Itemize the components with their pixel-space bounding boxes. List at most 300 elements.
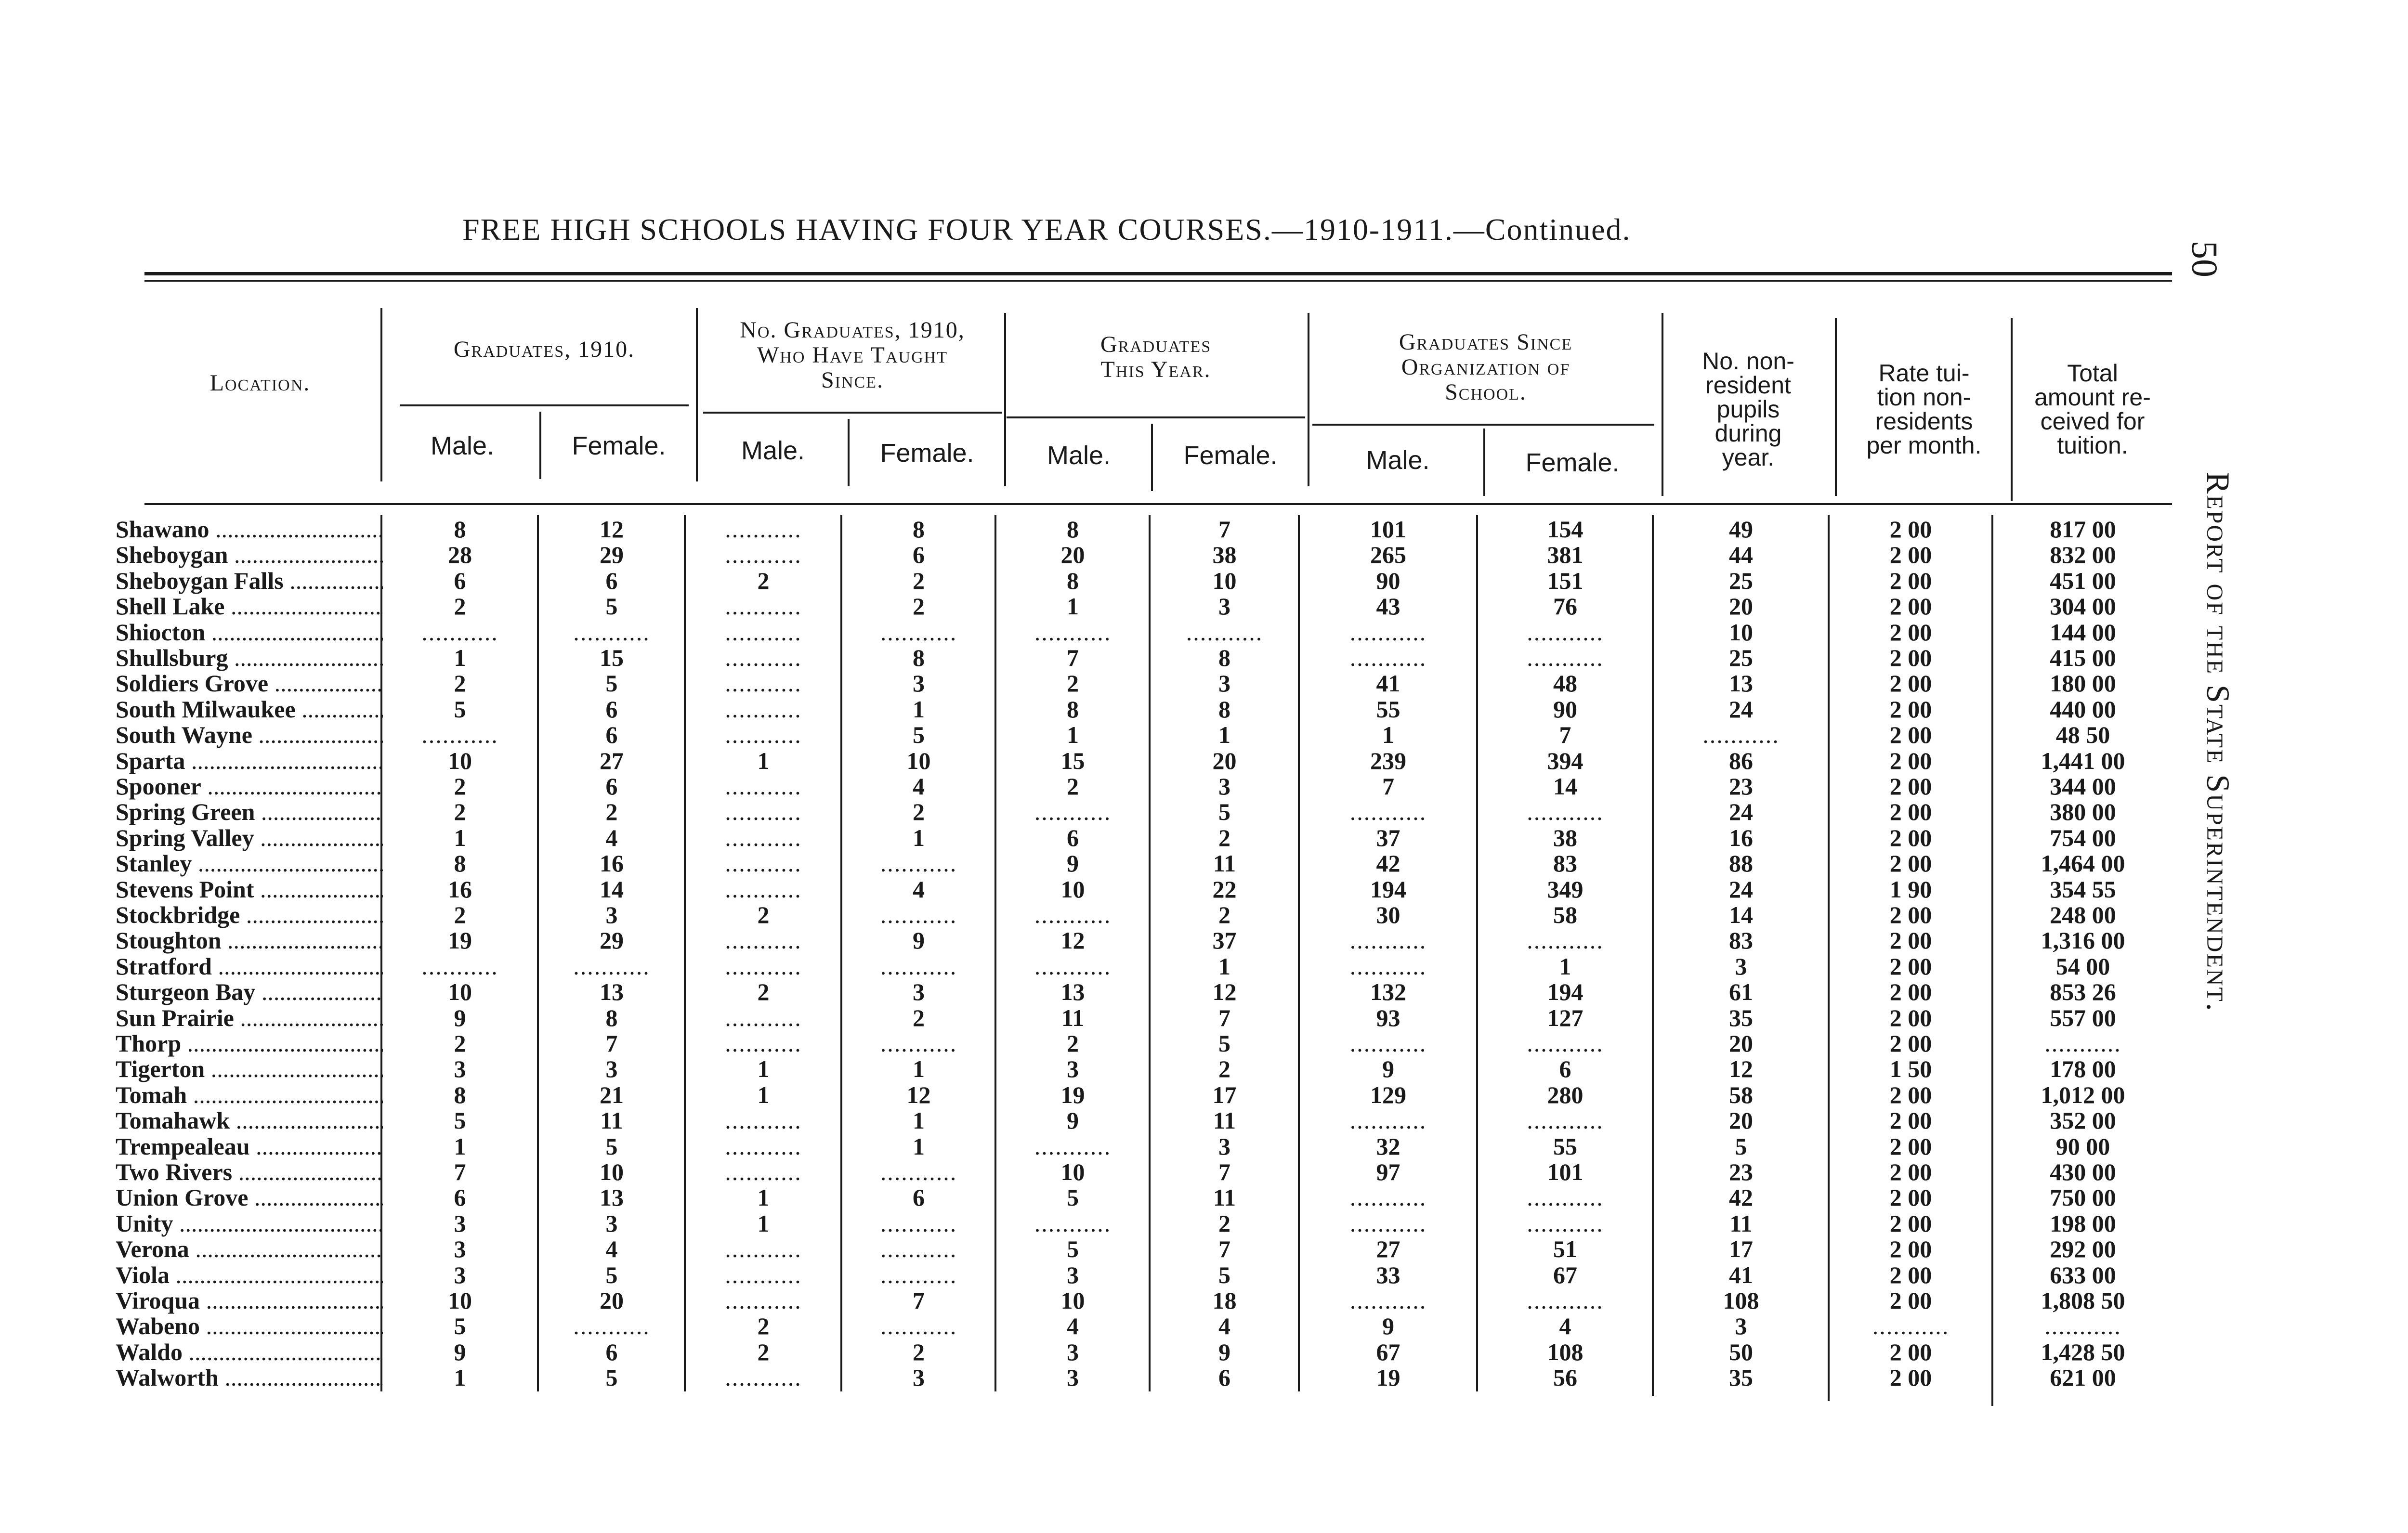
cell-o-m: 101 bbox=[1370, 516, 1406, 543]
cell-y-f: 2 bbox=[1218, 824, 1230, 851]
cell-t-m: ........... bbox=[725, 798, 802, 826]
header-total-4: tuition. bbox=[2057, 432, 2128, 459]
cell-t-f: 3 bbox=[913, 978, 925, 1006]
cell-o-f: 127 bbox=[1547, 1004, 1584, 1031]
cell-y-m: 2 bbox=[1067, 670, 1079, 697]
table-row bbox=[0, 1183, 2408, 1209]
cell-g-m: 8 bbox=[454, 516, 466, 543]
cell-nr: 11 bbox=[1729, 1209, 1753, 1237]
cell-o-f: ........... bbox=[1527, 644, 1604, 671]
divider-graduates bbox=[696, 308, 698, 481]
cell-o-m: 33 bbox=[1376, 1261, 1400, 1288]
cell-g-f: 12 bbox=[600, 516, 624, 543]
divider-sinceorg bbox=[1662, 313, 1663, 496]
cell-total: 144 00 bbox=[2050, 618, 2116, 646]
location-name: Shullsburg ..... bbox=[116, 644, 383, 672]
cell-rate: 2 00 bbox=[1889, 593, 1932, 620]
cell-o-m: 265 bbox=[1370, 541, 1406, 569]
cell-o-f: 101 bbox=[1547, 1158, 1584, 1185]
cell-t-m: 2 bbox=[757, 1312, 770, 1340]
cell-y-f: 6 bbox=[1218, 1364, 1230, 1391]
cell-y-f: 8 bbox=[1218, 644, 1230, 671]
cell-y-m: 9 bbox=[1067, 1107, 1079, 1134]
cell-g-f: 5 bbox=[605, 1364, 618, 1391]
cell-nr: ........... bbox=[1702, 721, 1780, 749]
cell-g-f: 5 bbox=[605, 1132, 618, 1160]
cell-y-f: 3 bbox=[1218, 670, 1230, 697]
cell-t-m: ........... bbox=[725, 670, 802, 697]
cell-t-f: 2 bbox=[913, 1004, 925, 1031]
cell-total: 1,464 00 bbox=[2041, 850, 2125, 877]
cell-g-m: 19 bbox=[448, 927, 472, 954]
cell-t-m: ........... bbox=[725, 850, 802, 877]
cell-y-m: 13 bbox=[1060, 978, 1085, 1006]
cell-o-f: ........... bbox=[1527, 1209, 1604, 1237]
cell-y-m: 10 bbox=[1060, 1158, 1085, 1185]
cell-t-f: ........... bbox=[880, 1261, 957, 1288]
cell-g-m: 6 bbox=[454, 567, 466, 594]
location-name: Union Grove ..... bbox=[116, 1183, 383, 1211]
cell-g-f: 21 bbox=[600, 1081, 624, 1108]
cell-o-m: ........... bbox=[1349, 1287, 1427, 1314]
cell-g-f: 6 bbox=[605, 1338, 618, 1365]
cell-t-m: ........... bbox=[725, 516, 802, 543]
running-head: Report of the State Superintendent. bbox=[2200, 472, 2237, 1013]
location-name: Spooner ..... bbox=[116, 772, 383, 800]
cell-nr: 3 bbox=[1735, 1312, 1747, 1340]
mf-divider-2 bbox=[848, 419, 850, 486]
cell-g-m: ........... bbox=[421, 952, 498, 980]
cell-rate: 2 00 bbox=[1889, 747, 1932, 774]
cell-g-m: ........... bbox=[421, 721, 498, 749]
table-row bbox=[0, 1132, 2408, 1158]
cell-o-m: ........... bbox=[1349, 644, 1427, 671]
cell-total: 633 00 bbox=[2050, 1261, 2116, 1288]
cell-t-m: 2 bbox=[757, 901, 770, 928]
cell-g-m: 10 bbox=[448, 978, 472, 1006]
cell-t-m: ........... bbox=[725, 1030, 802, 1057]
cell-g-f: 4 bbox=[605, 1235, 618, 1263]
cell-y-m: 7 bbox=[1067, 644, 1079, 671]
cell-rate: 1 50 bbox=[1889, 1055, 1932, 1083]
cell-rate: 2 00 bbox=[1889, 1209, 1932, 1237]
cell-o-m: 43 bbox=[1376, 593, 1400, 620]
cell-nr: 23 bbox=[1729, 1158, 1753, 1185]
cell-t-f: ........... bbox=[880, 952, 957, 980]
location-name: Viroqua ..... bbox=[116, 1286, 383, 1314]
cell-nr: 16 bbox=[1729, 824, 1753, 851]
cell-nr: 20 bbox=[1729, 1030, 1753, 1057]
cell-nr: 12 bbox=[1729, 1055, 1753, 1083]
cell-total: 178 00 bbox=[2050, 1055, 2116, 1083]
cell-o-f: 1 bbox=[1559, 952, 1571, 980]
cell-t-m: ........... bbox=[725, 644, 802, 671]
cell-g-m: 8 bbox=[454, 850, 466, 877]
cell-y-f: 2 bbox=[1218, 1055, 1230, 1083]
cell-nr: 20 bbox=[1729, 593, 1753, 620]
table-row bbox=[0, 849, 2408, 875]
cell-nr: 50 bbox=[1729, 1338, 1753, 1365]
location-name: Verona ..... bbox=[116, 1235, 383, 1263]
cell-t-f: 3 bbox=[913, 670, 925, 697]
cell-total: 248 00 bbox=[2050, 901, 2116, 928]
cell-t-m: ........... bbox=[725, 1158, 802, 1185]
cell-o-f: 108 bbox=[1547, 1338, 1584, 1365]
cell-nr: 42 bbox=[1729, 1184, 1753, 1211]
cell-t-m: ........... bbox=[725, 541, 802, 569]
cell-o-m: 97 bbox=[1376, 1158, 1400, 1185]
cell-o-f: 349 bbox=[1547, 875, 1584, 903]
cell-y-m: ........... bbox=[1034, 1132, 1112, 1160]
location-name: Sturgeon Bay ..... bbox=[116, 978, 383, 1006]
cell-total: 180 00 bbox=[2050, 670, 2116, 697]
cell-o-m: ........... bbox=[1349, 1107, 1427, 1134]
cell-y-f: 3 bbox=[1218, 593, 1230, 620]
cell-y-m: 10 bbox=[1060, 875, 1085, 903]
cell-t-m: ........... bbox=[725, 875, 802, 903]
table-row bbox=[0, 1158, 2408, 1183]
cell-o-f: 194 bbox=[1547, 978, 1584, 1006]
cell-o-f: ........... bbox=[1527, 1287, 1604, 1314]
header-taught-2: Who Have Taught bbox=[757, 342, 948, 368]
cell-t-f: 2 bbox=[913, 1338, 925, 1365]
cell-rate: 2 00 bbox=[1889, 670, 1932, 697]
cell-g-f: 4 bbox=[605, 824, 618, 851]
cell-o-f: 58 bbox=[1553, 901, 1577, 928]
cell-g-f: 15 bbox=[600, 644, 624, 671]
cell-g-f: 5 bbox=[605, 1261, 618, 1288]
cell-t-m: ........... bbox=[725, 1107, 802, 1134]
cell-rate: 2 00 bbox=[1889, 1364, 1932, 1391]
cell-nr: 25 bbox=[1729, 644, 1753, 671]
cell-t-f: 1 bbox=[913, 1055, 925, 1083]
header-graduates-1910: Graduates, 1910. bbox=[453, 337, 635, 362]
cell-total: 380 00 bbox=[2050, 798, 2116, 826]
cell-t-f: 1 bbox=[913, 1132, 925, 1160]
table-row bbox=[0, 721, 2408, 749]
cell-rate: 2 00 bbox=[1889, 773, 1932, 800]
cell-total: 1,428 50 bbox=[2041, 1338, 2125, 1365]
divider-nonres bbox=[1835, 318, 1837, 496]
cell-g-f: 5 bbox=[605, 670, 618, 697]
cell-t-f: 6 bbox=[913, 1184, 925, 1211]
table-row bbox=[0, 772, 2408, 798]
cell-total: 621 00 bbox=[2050, 1364, 2116, 1391]
location-name: Thorp ..... bbox=[116, 1029, 383, 1057]
cell-t-m: 1 bbox=[757, 747, 770, 774]
cell-t-f: 1 bbox=[913, 1107, 925, 1134]
cell-rate: 2 00 bbox=[1889, 567, 1932, 594]
table-row bbox=[0, 747, 2408, 772]
subhead-org-female: Female. bbox=[1525, 448, 1620, 477]
cell-total: 344 00 bbox=[2050, 773, 2116, 800]
cell-y-m: 19 bbox=[1060, 1081, 1085, 1108]
cell-rate: 2 00 bbox=[1889, 1030, 1932, 1057]
cell-o-f: 56 bbox=[1553, 1364, 1577, 1391]
subhead-org-male: Male. bbox=[1366, 446, 1430, 475]
cell-y-m: 2 bbox=[1067, 1030, 1079, 1057]
cell-total: 754 00 bbox=[2050, 824, 2116, 851]
cell-t-m: 2 bbox=[757, 1338, 770, 1365]
cell-t-f: 2 bbox=[913, 798, 925, 826]
page-number: 50 bbox=[2184, 241, 2225, 277]
cell-total: 1,012 00 bbox=[2041, 1081, 2125, 1108]
cell-o-f: 76 bbox=[1553, 593, 1577, 620]
cell-t-f: 4 bbox=[913, 773, 925, 800]
cell-g-f: 6 bbox=[605, 773, 618, 800]
cell-g-f: 13 bbox=[600, 978, 624, 1006]
cell-y-m: 1 bbox=[1067, 593, 1079, 620]
cell-o-f: ........... bbox=[1527, 798, 1604, 826]
cell-rate: 2 00 bbox=[1889, 978, 1932, 1006]
cell-t-m: 1 bbox=[757, 1055, 770, 1083]
cell-t-m: ........... bbox=[725, 952, 802, 980]
cell-o-f: 4 bbox=[1559, 1312, 1571, 1340]
location-name: South Wayne ..... bbox=[116, 721, 383, 749]
cell-total: 1,441 00 bbox=[2041, 747, 2125, 774]
cell-o-m: 129 bbox=[1370, 1081, 1406, 1108]
cell-g-f: 11 bbox=[600, 1107, 623, 1134]
subhead-line-taught bbox=[703, 412, 1002, 414]
cell-g-f: 13 bbox=[600, 1184, 624, 1211]
top-rule-thin bbox=[144, 280, 2172, 282]
cell-rate: ........... bbox=[1872, 1312, 1950, 1340]
cell-o-f: 83 bbox=[1553, 850, 1577, 877]
location-name: Walworth ..... bbox=[116, 1364, 383, 1391]
header-sinceorg-3: School. bbox=[1445, 379, 1527, 405]
page-title: FREE HIGH SCHOOLS HAVING FOUR YEAR COURSES.—1910-1911.—Continued. bbox=[462, 212, 1631, 247]
cell-rate: 2 00 bbox=[1889, 901, 1932, 928]
location-name: Shiocton ..... bbox=[116, 618, 383, 646]
cell-y-m: 5 bbox=[1067, 1235, 1079, 1263]
cell-y-m: 3 bbox=[1067, 1261, 1079, 1288]
cell-rate: 2 00 bbox=[1889, 1338, 1932, 1365]
location-name: Stratford ..... bbox=[116, 952, 383, 980]
cell-total: 54 00 bbox=[2055, 952, 2110, 980]
cell-rate: 2 00 bbox=[1889, 721, 1932, 749]
cell-y-m: ........... bbox=[1034, 798, 1112, 826]
cell-t-m: ........... bbox=[725, 1235, 802, 1263]
cell-nr: 88 bbox=[1729, 850, 1753, 877]
cell-o-f: 67 bbox=[1553, 1261, 1577, 1288]
cell-g-m: 2 bbox=[454, 593, 466, 620]
cell-g-f: 29 bbox=[600, 541, 624, 569]
cell-nr: 10 bbox=[1729, 618, 1753, 646]
cell-g-f: 3 bbox=[605, 1209, 618, 1237]
cell-g-m: 3 bbox=[454, 1235, 466, 1263]
cell-y-f: 37 bbox=[1212, 927, 1237, 954]
cell-total: 198 00 bbox=[2050, 1209, 2116, 1237]
subhead-taught-male: Male. bbox=[741, 436, 805, 465]
cell-nr: 5 bbox=[1735, 1132, 1747, 1160]
cell-t-f: ........... bbox=[880, 1312, 957, 1340]
header-rate-2: tion non- bbox=[1877, 384, 1971, 411]
cell-t-f: 1 bbox=[913, 695, 925, 723]
cell-total: 750 00 bbox=[2050, 1184, 2116, 1211]
divider-taught bbox=[1004, 313, 1006, 486]
cell-o-m: ........... bbox=[1349, 952, 1427, 980]
cell-t-m: ........... bbox=[725, 1004, 802, 1031]
header-thisyear-2: This Year. bbox=[1100, 357, 1211, 382]
table-row bbox=[0, 1029, 2408, 1055]
cell-t-f: 8 bbox=[913, 644, 925, 671]
cell-g-f: ........... bbox=[573, 952, 650, 980]
location-name: Spring Green ..... bbox=[116, 798, 383, 826]
table-row bbox=[0, 875, 2408, 901]
cell-y-f: 12 bbox=[1212, 978, 1237, 1006]
cell-y-m: 12 bbox=[1060, 927, 1085, 954]
cell-rate: 2 00 bbox=[1889, 850, 1932, 877]
cell-y-f: 20 bbox=[1212, 747, 1237, 774]
cell-y-f: 10 bbox=[1212, 567, 1237, 594]
cell-nr: 25 bbox=[1729, 567, 1753, 594]
location-name: Tomahawk ..... bbox=[116, 1106, 383, 1134]
table-row bbox=[0, 901, 2408, 926]
cell-t-m: 1 bbox=[757, 1184, 770, 1211]
cell-nr: 24 bbox=[1729, 798, 1753, 826]
cell-total: 90 00 bbox=[2055, 1132, 2110, 1160]
cell-o-f: 6 bbox=[1559, 1055, 1571, 1083]
cell-y-f: 1 bbox=[1218, 721, 1230, 749]
cell-t-f: 5 bbox=[913, 721, 925, 749]
location-name: Two Rivers ..... bbox=[116, 1158, 383, 1186]
cell-o-m: 132 bbox=[1370, 978, 1406, 1006]
cell-t-m: 2 bbox=[757, 567, 770, 594]
cell-o-m: ........... bbox=[1349, 1209, 1427, 1237]
cell-total: 430 00 bbox=[2050, 1158, 2116, 1185]
cell-o-m: ........... bbox=[1349, 618, 1427, 646]
cell-o-f: ........... bbox=[1527, 1184, 1604, 1211]
cell-rate: 2 00 bbox=[1889, 644, 1932, 671]
cell-t-f: ........... bbox=[880, 618, 957, 646]
cell-o-f: 38 bbox=[1553, 824, 1577, 851]
cell-y-m: 8 bbox=[1067, 695, 1079, 723]
cell-nr: 20 bbox=[1729, 1107, 1753, 1134]
cell-total: ........... bbox=[2044, 1312, 2121, 1340]
cell-y-f: 2 bbox=[1218, 1209, 1230, 1237]
cell-g-m: 2 bbox=[454, 773, 466, 800]
cell-t-f: ........... bbox=[880, 1209, 957, 1237]
cell-nr: 35 bbox=[1729, 1004, 1753, 1031]
cell-t-m: ........... bbox=[725, 1132, 802, 1160]
cell-o-m: 9 bbox=[1382, 1055, 1394, 1083]
cell-y-f: 4 bbox=[1218, 1312, 1230, 1340]
cell-y-f: 9 bbox=[1218, 1338, 1230, 1365]
cell-g-m: 1 bbox=[454, 1132, 466, 1160]
cell-g-m: 5 bbox=[454, 1107, 466, 1134]
table-row bbox=[0, 952, 2408, 978]
header-nonres-4: during bbox=[1714, 420, 1782, 447]
cell-o-m: 9 bbox=[1382, 1312, 1394, 1340]
cell-y-f: 3 bbox=[1218, 773, 1230, 800]
cell-y-m: 20 bbox=[1060, 541, 1085, 569]
cell-y-f: 22 bbox=[1212, 875, 1237, 903]
header-rate-3: residents bbox=[1875, 408, 1973, 435]
cell-rate: 2 00 bbox=[1889, 618, 1932, 646]
cell-total: 48 50 bbox=[2055, 721, 2110, 749]
location-name: Tomah ..... bbox=[116, 1081, 383, 1109]
cell-nr: 35 bbox=[1729, 1364, 1753, 1391]
cell-t-f: 7 bbox=[913, 1287, 925, 1314]
cell-total: 1,316 00 bbox=[2041, 927, 2125, 954]
location-name: Unity ..... bbox=[116, 1209, 383, 1237]
cell-t-m: ........... bbox=[725, 1261, 802, 1288]
cell-y-m: 11 bbox=[1061, 1004, 1085, 1031]
location-name: Sparta ..... bbox=[116, 747, 383, 775]
cell-rate: 2 00 bbox=[1889, 927, 1932, 954]
table-row bbox=[0, 515, 2408, 541]
mf-divider-1 bbox=[539, 412, 541, 479]
cell-o-m: 7 bbox=[1382, 773, 1394, 800]
cell-rate: 2 00 bbox=[1889, 1261, 1932, 1288]
cell-t-f: 6 bbox=[913, 541, 925, 569]
cell-t-f: 10 bbox=[906, 747, 931, 774]
cell-rate: 1 90 bbox=[1889, 875, 1932, 903]
cell-o-m: 32 bbox=[1376, 1132, 1400, 1160]
header-nonres-5: year. bbox=[1722, 444, 1775, 471]
cell-g-f: 8 bbox=[605, 1004, 618, 1031]
cell-g-m: 16 bbox=[448, 875, 472, 903]
cell-nr: 86 bbox=[1729, 747, 1753, 774]
location-name: Wabeno ..... bbox=[116, 1312, 383, 1340]
cell-rate: 2 00 bbox=[1889, 1081, 1932, 1108]
cell-y-f: 17 bbox=[1212, 1081, 1237, 1108]
table-row bbox=[0, 567, 2408, 592]
location-name: Sheboygan ..... bbox=[116, 541, 383, 569]
cell-t-m: ........... bbox=[725, 773, 802, 800]
cell-o-f: 7 bbox=[1559, 721, 1571, 749]
cell-total: ........... bbox=[2044, 1030, 2121, 1057]
cell-o-m: 90 bbox=[1376, 567, 1400, 594]
cell-t-m: ........... bbox=[725, 927, 802, 954]
location-name: Tigerton ..... bbox=[116, 1055, 383, 1083]
subhead-grad-male: Male. bbox=[430, 431, 495, 460]
cell-g-m: ........... bbox=[421, 618, 498, 646]
cell-g-m: 3 bbox=[454, 1055, 466, 1083]
cell-y-m: 8 bbox=[1067, 567, 1079, 594]
location-name: Viola ..... bbox=[116, 1261, 383, 1289]
table-row bbox=[0, 1106, 2408, 1132]
cell-t-f: 4 bbox=[913, 875, 925, 903]
cell-g-f: 20 bbox=[600, 1287, 624, 1314]
cell-nr: 49 bbox=[1729, 516, 1753, 543]
cell-o-f: 381 bbox=[1547, 541, 1584, 569]
table-row bbox=[0, 1338, 2408, 1364]
cell-g-f: 6 bbox=[605, 695, 618, 723]
header-total-3: ceived for bbox=[2040, 408, 2145, 435]
cell-t-m: ........... bbox=[725, 1287, 802, 1314]
cell-o-f: 280 bbox=[1547, 1081, 1584, 1108]
header-nonres-2: resident bbox=[1705, 372, 1791, 399]
cell-g-m: 2 bbox=[454, 1030, 466, 1057]
table-row bbox=[0, 824, 2408, 849]
cell-rate: 2 00 bbox=[1889, 1132, 1932, 1160]
header-bottom-rule bbox=[144, 503, 2172, 505]
cell-rate: 2 00 bbox=[1889, 952, 1932, 980]
cell-t-f: 2 bbox=[913, 593, 925, 620]
subhead-grad-female: Female. bbox=[572, 431, 666, 460]
cell-o-f: 55 bbox=[1553, 1132, 1577, 1160]
cell-o-f: ........... bbox=[1527, 927, 1604, 954]
cell-y-f: 1 bbox=[1218, 952, 1230, 980]
cell-g-m: 6 bbox=[454, 1184, 466, 1211]
location-name: Stoughton ..... bbox=[116, 926, 383, 954]
cell-o-m: ........... bbox=[1349, 927, 1427, 954]
table-row bbox=[0, 644, 2408, 669]
cell-g-f: 6 bbox=[605, 567, 618, 594]
table-row bbox=[0, 1286, 2408, 1312]
cell-t-m: 1 bbox=[757, 1209, 770, 1237]
